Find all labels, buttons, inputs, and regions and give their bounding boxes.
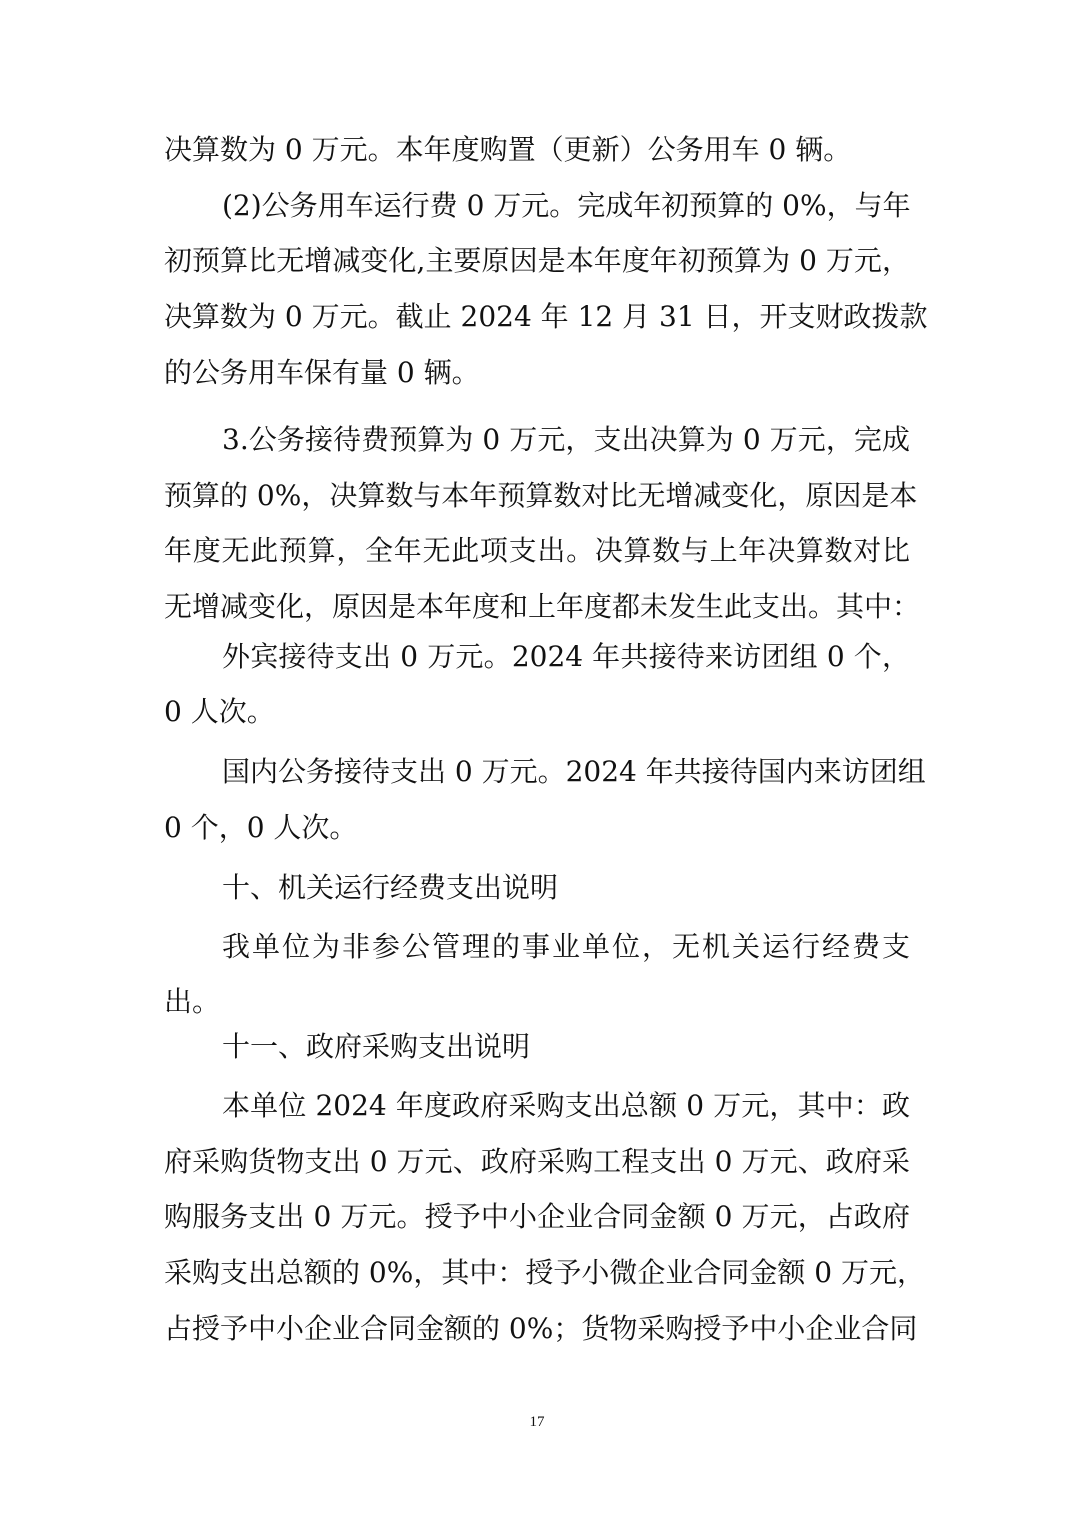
text-line: 年度无此预算，全年无此项支出。决算数与上年决算数对比 xyxy=(164,534,910,567)
text-line: (2)公务用车运行费 0 万元。完成年初预算的 0%，与年 xyxy=(222,189,911,222)
text-line: 外宾接待支出 0 万元。2024 年共接待来访团组 0 个， xyxy=(222,640,910,673)
text-line: 购服务支出 0 万元。授予中小企业合同金额 0 万元，占政府 xyxy=(164,1200,910,1233)
text-line: 本单位 2024 年度政府采购支出总额 0 万元，其中：政 xyxy=(222,1089,910,1122)
text-line: 预算的 0%，决算数与本年预算数对比无增减变化，原因是本 xyxy=(164,479,918,512)
text-line: 占授予中小企业合同金额的 0%；货物采购授予中小企业合同 xyxy=(164,1312,918,1345)
page-number: 17 xyxy=(529,1414,545,1430)
text-line: 府采购货物支出 0 万元、政府采购工程支出 0 万元、政府采 xyxy=(164,1145,910,1178)
text-line: 0 人次。 xyxy=(164,695,275,728)
section-heading: 十、机关运行经费支出说明 xyxy=(222,871,559,904)
text-line: 3.公务接待费预算为 0 万元，支出决算为 0 万元，完成 xyxy=(222,423,910,456)
text-line: 的公务用车保有量 0 辆。 xyxy=(164,356,480,389)
text-line: 0 个，0 人次。 xyxy=(164,811,358,844)
text-line: 采购支出总额的 0%，其中：授予小微企业合同金额 0 万元， xyxy=(164,1256,925,1289)
text-line: 初预算比无增减变化,主要原因是本年度年初预算为 0 万元， xyxy=(164,244,910,277)
text-line: 无增减变化，原因是本年度和上年度都未发生此支出。其中： xyxy=(164,590,921,623)
section-heading: 十一、政府采购支出说明 xyxy=(222,1030,531,1063)
text-line: 决算数为 0 万元。截止 2024 年 12 月 31 日，开支财政拨款 xyxy=(164,300,928,333)
text-line: 国内公务接待支出 0 万元。2024 年共接待国内来访团组 xyxy=(222,755,926,788)
text-line: 出。 xyxy=(164,985,221,1018)
text-line: 决算数为 0 万元。本年度购置（更新）公务用车 0 辆。 xyxy=(164,133,852,166)
text-line: 我单位为非参公管理的事业单位，无机关运行经费支 xyxy=(222,930,910,963)
